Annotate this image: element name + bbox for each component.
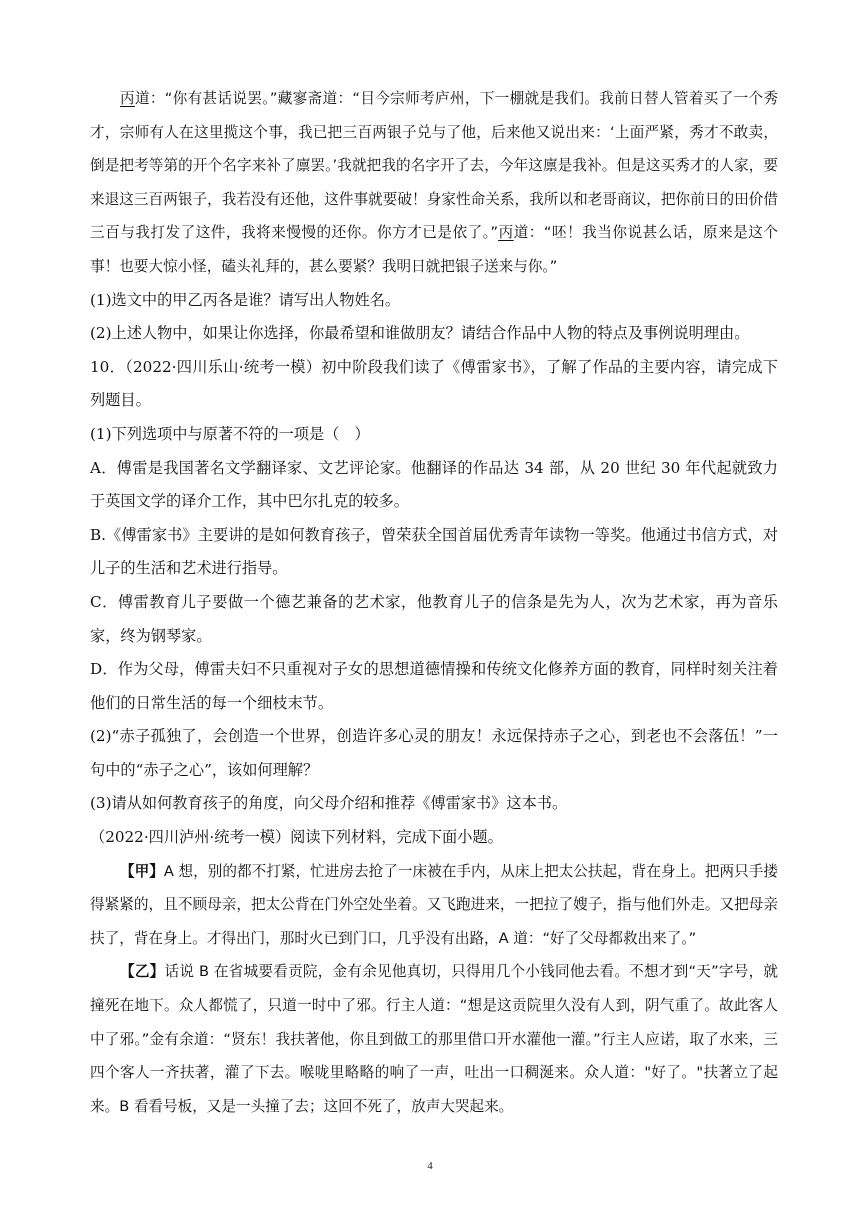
page-number: 4: [427, 1160, 433, 1172]
question-9-sub2: (2)上述人物中，如果让你选择，你最希望和谁做朋友？请结合作品中人物的特点及事例说明理由。: [90, 324, 750, 343]
question-10-stem: 10．（2022·四川乐山·统考一模）初中阶段我们读了《傅雷家书》，了解了作品的主要内容，请完成下列题目。: [90, 357, 778, 410]
passage-text-part2: 道：“呸！我当你说甚么话，原来是这个事！也要大惊小怪，磕头礼拜的，甚么要紧？我明日就把银子送来与你。”: [90, 224, 779, 275]
question-9-sub1: (1)选文中的甲乙丙各是谁？请写出人物姓名。: [90, 290, 401, 309]
material-jia: [90, 855, 778, 956]
question-10-sub2: (2)“赤子孤独了，会创造一个世界，创造许多心灵的朋友！永远保持赤子之心，到老也不会落伍！”一句中的“赤子之心”，该如何理解？: [90, 727, 778, 779]
option-b: B.《傅雷家书》主要讲的是如何教育孩子，曾荣获全国首届优秀青年读物一等奖。他通过书信方式，对儿子的生活和艺术进行指导。: [90, 525, 778, 578]
question-11-stem: （2022·四川泸州·统考一模）阅读下列材料，完成下面小题。: [90, 828, 503, 847]
question-10-sub1: (1)下列选项中与原著不符的一项是（ ）: [90, 424, 370, 443]
option-d: D．作为父母，傅雷夫妇不只重视对子女的思想道德情操和传统文化修养方面的教育，同样时刻关注着他们的日常生活的每一个细枝末节。: [90, 660, 778, 712]
material-yi-label: 【乙】: [120, 963, 165, 981]
speaker-bing: 丙: [120, 90, 135, 107]
material-yi-text: 话说 B 在省城要看贡院，金有余见他真切，只得用几个小钱同他去看。不想才到“天”字号，就撞死在地下。众人都慌了，只道一时中了邪。行主人道：“想是这贡院里久没有人到，阴气重了。故此客人中了邪。”金有余道：“贤东！我扶著他，你且到做工的那里借口开水灌他一灌。”行主人应诺，取了水来，三四个客人一齐扶著，灌了下去。喉咙里略略的响了一声，吐出一口稠涎来。众人道："好了。"扶著立了起来。B 看看号板，又是一头撞了去；这回不死了，放声大哭起来。: [90, 963, 778, 1115]
option-a: A．傅雷是我国著名文学翻译家、文艺评论家。他翻译的作品达 34 部，从 20 世纪 30 年代起就致力于英国文学的译介工作，其中巴尔扎克的较多。: [90, 458, 778, 511]
page-content: [90, 82, 778, 1123]
option-c: C．傅雷教育儿子要做一个德艺兼备的艺术家，他教育儿子的信条是先为人，次为艺术家，再为音乐家，终为钢琴家。: [90, 592, 778, 645]
material-yi: [90, 955, 778, 1123]
question-10-sub3: (3)请从如何教育孩子的角度，向父母介绍和推荐《傅雷家书》这本书。: [90, 794, 568, 813]
speaker-bing: 丙: [498, 224, 514, 242]
passage-excerpt: [90, 82, 778, 284]
material-jia-text: A 想，别的都不打紧，忙进房去抢了一床被在手内，从床上把太公扶起，背在身上。把两只手搂得紧紧的，且不顾母亲，把太公背在门外空处坐着。又飞跑进来，一把拉了嫂子，指与他们外走。又把母亲扶了，背在身上。才得出门，那时火已到门口，几乎没有出路，A 道：“好了父母都救出来了。”: [90, 862, 778, 947]
material-jia-label: 【甲】: [120, 862, 164, 880]
passage-text-part1: 道：“你有甚话说罢。”藏寥斋道：“目今宗师考庐州，下一棚就是我们。我前日替人管着买了一个秀才，宗师有人在这里揽这个事，我已把三百两银子兑与了他，后来他又说出来：‘上面严紧，秀才不敢卖，倒是把考等第的开个名字来补了廪罢。’我就把我的名字开了去，今年这廪是我补。但是这买秀才的人家，要来退这三百两银子，我若没有还他，这件事就要破！身家性命关系，我所以和老哥商议，把你前日的田价借三百与我打发了这件，我将来慢慢的还你。你方才已是依了。”: [90, 90, 778, 242]
